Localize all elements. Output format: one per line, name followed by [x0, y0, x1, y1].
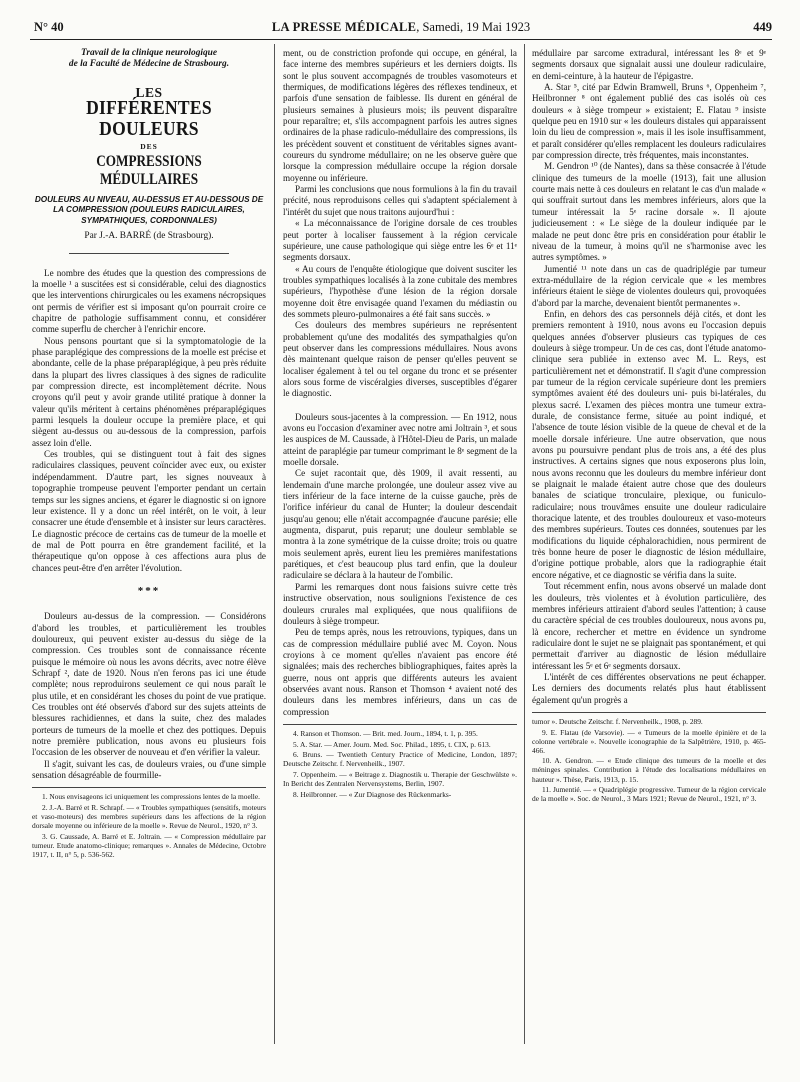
paragraph: Ce sujet racontait que, dès 1909, il avait ressenti, au lendemain d'une marche prolongée, une douleur assez vive au tiers inférieur de la face interne de la cuisse gauche, près de l'orifice inférieur du canal de Hunter; la douleur descendait jusqu'au genou; elle n'était accompagnée d'aucune parésie; elle augmenta, disparut, puis reparut; une douleur semblable se montra à la zone symétrique de la cuisse droite; trois ou quatre mois seulement après, eurent lieu les premières manifestations parétiques, et c'est beaucoup plus tard enfin, que la douleur radiculaire se déclara à la hauteur de l'ombilic.	[283, 468, 517, 581]
footnote: tumor ». Deutsche Zeitschr. f. Nervenheilk., 1908, p. 289.	[532, 716, 703, 726]
footnotes	[283, 729, 517, 799]
paragraph: Parmi les remarques dont nous faisions suivre cette très instructive observation, nous soulignions l'existence de ces douleurs crurales mal expliquées, que nous qualifiions de douleurs à siège trompeur.	[283, 581, 517, 626]
paragraph: M. Gendron ¹⁰ (de Nantes), dans sa thèse consacrée à l'étude clinique des tumeurs de la moelle (1913), fait une allusion courte mais nette à ces douleurs en relatant le cas d'un malade « qui souffrait surtout dans les membres inférieurs, alors que la tumeur intéressait la 5ᵉ racine dorsale ». Il ajoute judicieusement : « Le siège de la douleur indiquée par le malade ne peut donc être pris en considération pour établir le niveau de la tumeur, à moins qu'il ne s'harmonise avec les autres symptômes. »	[532, 161, 766, 263]
footnote: 3. G. Caussade, A. Barré et E. Joltrain. — « Compression médullaire par tumeur. Etude anatomo-clinique; remarques ». Annales de Médecine, Octobre 1917, t. II, n° 5, p. 536-562.	[32, 831, 266, 859]
paragraph: ment, ou de constriction profonde qui occupe, en général, la face interne des membres supérieurs et les derniers doigts. Ils sont le plus souvent accompagnés de troubles vasomoteurs et thermiques, de modifications légères des réflexes tendineux, et parfois d'une sensation de faiblesse. Ils durent en général de plusieurs semaines à plusieurs mois; ils peuvent disparaître pour reparaître; et, s'ils accompagnent parfois les autres signes ordinaires de la phase radiculo-médullaire des compressions, ils les précèdent souvent et constituent de véritables signes avant-coureurs du syndrome médullaire; on ne les observe guère que lorsque la compression médullaire occupe la région dorsale moyenne ou inférieure.	[283, 48, 517, 183]
header-rule	[30, 39, 772, 40]
paragraph: Douleurs sous-jacentes à la compression. — En 1912, nous avons eu l'occasion d'examiner avec notre ami Joltrain ³, et sous les auspices de M. Caussade, à l'Hôtel-Dieu de Paris, un malade atteint de paraplégie par tumeur comprimant le 8ᵉ segment de la moelle dorsale.	[283, 411, 517, 468]
paragraph: Le nombre des études que la question des compressions de la moelle ¹ a suscitées est si considérable, celui des diagnostics que les interventions chirurgicales ou les examens nécropsiques ont permis de vérifier est si imposant qu'on pourrait croire ce chapitre de pathologie suffisamment connu, et considérer comme superflu de chercher à l'enrichir encore.	[32, 267, 266, 335]
paragraph: Jumentié ¹¹ note dans un cas de quadriplégie par tumeur extra-médullaire de la région cervicale que « les membres inférieurs étaient le siège de violentes douleurs qui, provoquées d'abord par la marche, devenaient bientôt permanentes ».	[532, 263, 766, 308]
title-sub: COMPRESSIONS MÉDULLAIRES	[96, 152, 202, 188]
paragraph: Parmi les conclusions que nous formulions à la fin du travail précité, nous reproduisons celles qui s'adaptent spécialement à l'intérêt du sujet que nous traitons aujourd'hui :	[283, 184, 517, 217]
page-header	[30, 20, 772, 34]
paragraph: Ces troubles, qui se distinguent tout à fait des signes radiculaires classiques, peuvent coïncider avec eux, ou exister indépendamment. D'autre part, les signes nouveaux à topographie trompeuse peuvent l'emporter pendant un certain temps sur les signes anciens, et égarer le diagnostic si on ignore leur existence. Il y a donc un réel intérêt, on le voit, à leur consacrer une étude d'ensemble et à insister sur leurs caractères. Le diagnostic précoce de certains cas de tumeur de la moelle et de mal de Pott pourra en être grandement facilité, et la thérapeutique qu'on oppose à ces affections aura plus de chances peut-être d'en arrêter l'évolution.	[32, 449, 266, 573]
paragraph: Douleurs au-dessus de la compression. — Considérons d'abord les troubles, et particulièrement les troubles douloureux, qui peuvent exister au-dessus du siège de la compression. Ces troubles sont de connaissance récente puisque le mémoire où nous les avons décrits, avec notre élève Schrapf ², date de 1920. Nous n'en ferons pas ici une étude complète; nous reproduirons seulement ce qui nous paraît le plus utile, et en considérant les choses du point de vue pratique. Ces troubles ont été observés d'abord sur des sujets atteints de blessures rachidiennes, et dans la suite, chez des malades porteurs de tumeurs de la moelle et chez des pottiques. Depuis notre première publication, nous avons eu plusieurs fois l'occasion de les observer de nouveau et d'en vérifier la valeur.	[32, 611, 266, 758]
affiliation	[32, 48, 266, 71]
footnote: 1. Nous envisageons ici uniquement les compressions lentes de la moelle.	[42, 792, 260, 802]
footnote: 4. Ranson et Thomson. — Brit. med. Journ., 1894, t. 1, p. 395.	[293, 728, 478, 738]
paragraph: Ces douleurs des membres supérieurs ne représentent probablement qu'une des modalités des sympathalgies qu'on peut observer dans les compressions médullaires. Nous avons dès maintenant quelque raison de penser qu'elles peuvent se localiser également à tel ou tel organe du tronc et se présenter alors sous forme de viscéralgies diverses, susceptibles d'égarer le diagnostic.	[283, 320, 517, 399]
paragraph: Il s'agit, suivant les cas, de douleurs vraies, ou d'une simple sensation désagréable de fourmille-	[32, 758, 266, 781]
footnote: 11. Jumentié. — « Quadriplégie progressive. Tumeur de la région cervicale de la moelle ». Soc. de Neurol., 3 Mars 1921; Revue de Neurol., 1921, n° 3.	[532, 785, 766, 804]
issue-date: , Samedi, 19 Mai 1923	[416, 20, 531, 34]
paragraph: A. Star ⁵, cité par Edwin Bramwell, Bruns ⁶, Oppenheim ⁷, Heilbronner ⁸ ont également publié des cas isolés où ces douleurs « à siège trompeur » existaient; E. Flatau ⁹ insiste quelque peu en 1910 sur « les douleurs distales qui apparaissent loin du lieu de compression », mais il les isole insuffisamment, et paraît considérer qu'elles remplacent les douleurs radiculaires par compression directe, très fréquentes, mais inconstantes.	[532, 82, 766, 161]
footnotes	[532, 717, 766, 803]
paragraph: Peu de temps après, nous les retrouvions, typiques, dans un cas de compression médullaire publié avec M. Coyon. Nous croyions à ce moment qu'elles n'avaient pas encore été signalées; mais des recherches bibliographiques, faites après la guerre, nous ont appris que différents auteurs les avaient observées avant nous. Ranson et Thomson ⁴ avaient noté des douleurs dans les membres inférieurs, dans un cas de compression	[283, 627, 517, 717]
quote: « Au cours de l'enquête étiologique que doivent susciter les troubles sympathiques localisés à la zone cubitale des membres supérieurs, l'hypothèse d'une lésion de la région dorsale moyenne doit être envisagée quand l'examen du médiastin ou des sommets pleuro-pulmonaires a été fait sans succès. »	[283, 263, 517, 319]
page-number: 449	[753, 20, 772, 34]
quote: « La méconnaissance de l'origine dorsale de ces troubles peut porter à localiser faussement à la région cervicale supérieure, une cause pathologique qui siège entre les 6ᵉ et 11ᵉ segments dorsaux.	[283, 218, 517, 263]
paragraph: Nous pensons pourtant que si la symptomatologie de la phase paraplégique des compressions de la moelle est précise et abondante, celle de la phase préparaplégique, à peu près réduite dans la plupart des livres classiques à des signes de radiculite par compression directe, est incomplètement décrite. Nous croyons qu'il peut y avoir grande utilité pratique à donner la valeur qu'ils méritent à certains phénomènes préparaplégiques parmi lesquels la douleur occupe la première place, et qui siègent au-dessus ou au-dessous de la compression, parfois assez loin d'elle.	[32, 335, 266, 448]
footnote: 9. E. Flatau (de Varsovie). — « Tumeurs de la moelle épinière et de la colonne vertébrale ». Nouvelle iconographie de la Salpêtrière, 1910, p. 465-466.	[532, 727, 766, 755]
affiliation-line: de la Faculté de Médecine de Strasbourg.	[68, 59, 230, 70]
footnote: 10. A. Gendron. — « Etude clinique des tumeurs de la moelle et des méninges spinales. Contribution à l'étude des localisations médullaires en hauteur ». Thèse, Paris, 1913, p. 15.	[532, 756, 766, 784]
footnote: 5. A. Star. — Amer. Journ. Med. Soc. Philad., 1895, t. CIX, p. 613.	[293, 739, 491, 749]
title-les: LES	[135, 84, 163, 100]
title-main: DIFFÉRENTES DOULEURS	[86, 98, 212, 141]
column-1	[32, 48, 266, 861]
footnote-rule	[283, 724, 517, 725]
paragraph: L'intérêt de ces différentes observations ne peut échapper. Les derniers des documents relatés plus haut établissent également qu'un progrès a	[532, 671, 766, 705]
issue-number: N° 40	[34, 20, 64, 34]
article-subtitle: DOULEURS AU NIVEAU, AU-DESSUS ET AU-DESSOUS DE LA COMPRESSION (DOULEURS RADICULAIRES, SYMPATHIQUES, CORDONNALES)	[34, 194, 264, 225]
paragraph: Tout récemment enfin, nous avons observé un malade dont les douleurs, très violentes et à évolution particulière, des membres inférieurs attiraient d'abord seules l'attention; à cause du caractère spécial de ces troubles douloureux, nous avons pu, là encore, rechercher et mettre en évidence un syndrome radiculaire dont le sujet ne se plaignait pas spontanément, et qui permettait d'arriver au diagnostic de lésion médullaire intéressant les 5ᵉ et 6ᵉ segments dorsaux.	[532, 581, 766, 671]
author-line: Par J.-A. BARRÉ (de Strasbourg).	[84, 231, 214, 242]
column-2	[283, 48, 517, 800]
column-divider	[524, 44, 525, 1044]
title-separator	[69, 253, 229, 254]
footnote: 6. Bruns. — Twentieth Century Practice of Medicine, London, 1897; Deutsche Zeitschr. f. Nervenheilk., 1907.	[283, 750, 517, 769]
footnote-rule	[532, 712, 766, 713]
running-head	[30, 20, 772, 35]
column-3	[532, 48, 766, 805]
footnotes	[32, 792, 266, 859]
title-des: DES	[140, 142, 158, 152]
paragraph: médullaire par sarcome extradural, intéressant les 8ᵉ et 9ᵉ segments dorsaux que signalait aussi une douleur radiculaire, en demi-ceinture, à la hauteur de l'épigastre.	[532, 48, 766, 81]
section-stars: ***	[137, 584, 161, 597]
journal-name: LA PRESSE MÉDICALE	[271, 20, 417, 34]
column-divider	[274, 44, 275, 1044]
footnote: 8. Heilbronner. — « Zur Diagnose des Rückenmarks-	[293, 789, 452, 799]
affiliation-line: Travail de la clinique neurologique	[80, 48, 218, 58]
footnote: 7. Oppenheim. — « Beitrage z. Diagnostik u. Therapie der Geschwülste ». In Bericht des Zentralen Nervensystems, Berlin, 1907.	[283, 769, 517, 788]
footnote: 2. J.-A. Barré et R. Schrapf. — « Troubles sympathiques (sensitifs, moteurs et vaso-moteurs) des membres supérieurs dans les affections de la région dorsale moyenne ou inférieure de la moelle ». Revue de Neurol., 1920, n° 3.	[32, 803, 266, 831]
footnote-rule	[32, 787, 266, 788]
paragraph: Enfin, en dehors des cas personnels déjà cités, et dont les premiers remontent à 1910, nous avons eu l'occasion depuis quelques années d'observer plusieurs cas typiques de ces douleurs à siège trompeur. Un de ces cas, dont l'étude anatomo-clinique sera publiée in extenso avec M. L. Reys, est particulièrement net et démonstratif. Il s'agit d'une compression par tumeur de la région cervicale supérieure dont les premiers symptômes avaient été des douleurs uni- puis bi-latérales, du plexus sacré. L'examen des pièces montra une tumeur extra-durale, de consistance ferme, située au point indiqué, et l'absence de toute lésion visible de la queue de cheval et de la moelle dorsale inférieure. Une autre observation, que nous avons pu poursuivre pendant plus de trois ans, a été des plus instructives. A certains signes que nous exposerons plus loin, nous avons reconnu que les douleurs du membre inférieur dont se plaignait le malade étaient autre chose que des douleurs banales de sciatique tronculaire, plexique, ou funiculo-radiculaire; nous trouvâmes ensuite une douleur radiculaire thoracique latente, et des troubles douloureux et vaso-moteurs des membres supérieurs. Toutes ces données, soutenues par les modifications du liquide céphalorachidien, nous permirent de très bonne heure de poser le diagnostic de lésion médullaire, d'origine pottique probable, alors que la radiographie était encore négative, et ce diagnostic se vérifia dans la suite.	[532, 308, 766, 580]
